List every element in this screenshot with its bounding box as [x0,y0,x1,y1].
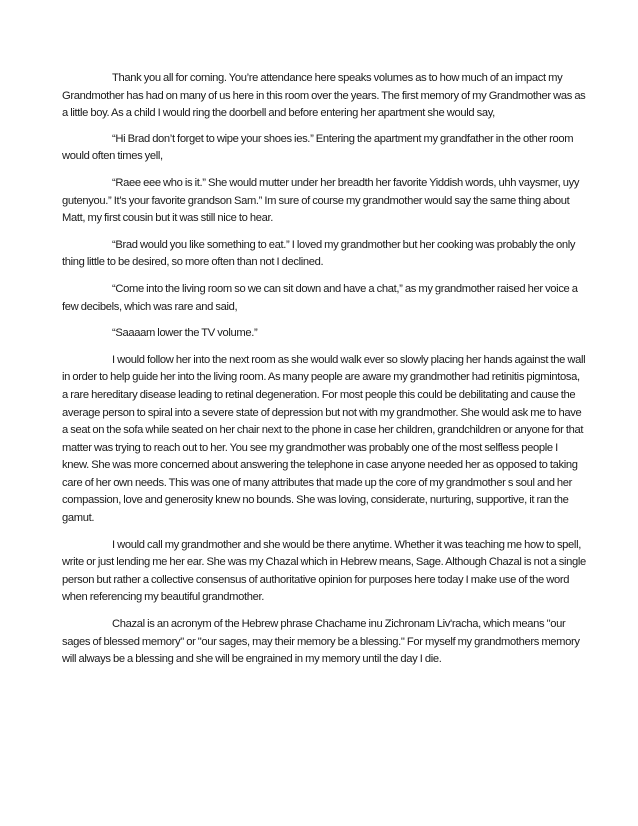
paragraph-quote-something-to-eat: “Brad would you like something to eat.” I loved my grandmother but her cooking was probably the only thing little to be desired, so more often than not I declined. [62,238,576,269]
paragraph-quote-living-room: “Come into the living room so we can sit down and have a chat,” as my grandmother raised her voice a few decibels, which was rare and said, [62,282,578,313]
paragraph-chazal-acronym: Chazal is an acronym of the Hebrew phrase Chachame inu Zichronam Liv'racha, which means "our sages of blessed memory" or "our sages, may their memory be a blessing." For myself my grandmothers memory will always be a blessing and she will be engrained in my memory until the day I die. [62,618,580,666]
paragraph-quote-tv-volume: “Saaaam lower the TV volume.” [112,327,258,340]
paragraph-retinitis: I would follow her into the next room as she would walk ever so slowly placing her hands against the wall in order to help guide her into the living room. As many people are aware my grandmother had retinitis pigmintosa, a rare hereditary disease leading to retinal degeneration. For most people this could be debilitating and cause the average person to spiral into a severe state of depression but not with my grandmother. She would ask me to have a seat on the sofa while seated on her chair next to the phone in case her children, grandchildren or anyone for that matter was trying to reach out to her. You see my grandmother was probably one of the most selfless people I knew. She was more concerned about answering the telephone in case anyone needed her as opposed to taking care of her own needs. This was one of many attributes that made up the core of my grandmother s soul and her compassion, love and generosity knew no bounds. She was loving, considerate, nurturing, supportive, it ran the gamut. [62,353,586,525]
paragraph-quote-who-is-it: “Raee eee who is it.” She would mutter under her breadth her favorite Yiddish words, uhh vaysmer, uyy gutenyou.” It’s your favorite grandson Sam.” Im sure of course my grandmother would say the same thing about Matt, my first cousin but it was still nice to hear. [62,176,580,225]
paragraph-opening: Thank you all for coming. You’re attendance here speaks volumes as to how much of an impact my Grandmother has had on many of us here in this room over the years. The first memory of my Grandmother was as a little boy. As a child I would ring the doorbell and before entering her apartment she would say, [62,72,586,120]
paragraph-quote-hi-brad: “Hi Brad don’t forget to wipe your shoes ies.” Entering the apartment my grandfather in the other room would often times yell, [62,132,574,163]
paragraph-chazal-sage: I would call my grandmother and she would be there anytime. Whether it was teaching me how to spell, write or just lending me her ear. She was my Chazal which in Hebrew means, Sage. Although Chazal is not a single person but rather a collective consensus of authoritative opinion for purposes here today I make use of the word when referencing my beautiful grandmother. [62,538,586,604]
